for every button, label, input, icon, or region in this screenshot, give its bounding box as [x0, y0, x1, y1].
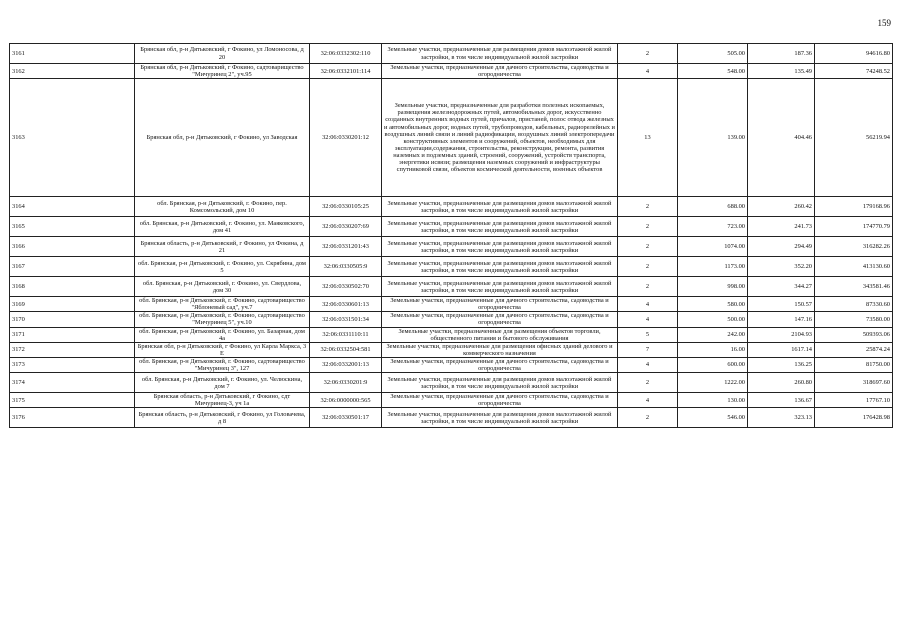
address-cell: Брянская область, р-н Дятьковский, г Фокино, ул Фокина, д 21: [135, 237, 310, 257]
cadastral-number-cell: 32:06:0332504:581: [310, 342, 382, 357]
specific-value-cell: 404.46: [748, 79, 815, 197]
specific-value-cell: 323.13: [748, 408, 815, 428]
cadastral-number-cell: 32:06:0000000:565: [310, 393, 382, 408]
table-row: [10, 44, 893, 64]
address-cell: обл. Брянская, р-н Дятьковский, г. Фокино, ул. Скрябина, дом 5: [135, 257, 310, 277]
table-row: [10, 64, 893, 79]
row-number: 3174: [10, 373, 135, 393]
category-cell: 2: [618, 257, 678, 277]
address-cell: Брянская обл, р-н Дятьковский, г Фокино, садтоварищество "Мичуринец 2", уч.95: [135, 64, 310, 79]
specific-value-cell: 136.25: [748, 357, 815, 372]
category-cell: 4: [618, 297, 678, 312]
row-number: 3173: [10, 357, 135, 372]
specific-value-cell: 2104.93: [748, 327, 815, 342]
row-number: 3175: [10, 393, 135, 408]
specific-value-cell: 260.80: [748, 373, 815, 393]
land-use-cell: Земельные участки, предназначенные для дачного строительства, садоводства и огородничества: [382, 297, 618, 312]
address-cell: Брянская область, р-н Дятьковский, г Фокино, сдт Мичуринец-3, уч 1а: [135, 393, 310, 408]
address-cell: обл. Брянская, р-н Дятьковский, г. Фокино, ул. Челюскина, дом 7: [135, 373, 310, 393]
cadastral-value-cell: 87330.60: [815, 297, 893, 312]
category-cell: 4: [618, 64, 678, 79]
table-row: [10, 342, 893, 357]
row-number: 3176: [10, 408, 135, 428]
cadastral-number-cell: 32:06:0332302:110: [310, 44, 382, 64]
cadastral-number-cell: 32:06:0330105:25: [310, 197, 382, 217]
cadastral-value-cell: 81750.00: [815, 357, 893, 372]
land-use-cell: Земельные участки, предназначенные для размещения домов малоэтажной жилой застройки, в том числе индивидуальной жилой застройки: [382, 373, 618, 393]
land-use-cell: Земельные участки, предназначенные для размещения объектов торговли, общественного питания и бытового обслуживания: [382, 327, 618, 342]
cadastral-number-cell: 32:06:0330502:70: [310, 277, 382, 297]
land-use-cell: Земельные участки, предназначенные для размещения домов малоэтажной жилой застройки, в том числе индивидуальной жилой застройки: [382, 277, 618, 297]
category-cell: 4: [618, 357, 678, 372]
row-number: 3169: [10, 297, 135, 312]
cadastral-value-cell: 509393.06: [815, 327, 893, 342]
area-cell: 139.00: [678, 79, 748, 197]
cadastral-number-cell: 32:06:0330201:12: [310, 79, 382, 197]
category-cell: 2: [618, 277, 678, 297]
category-cell: 2: [618, 373, 678, 393]
land-registry-table: [9, 43, 893, 428]
cadastral-number-cell: 32:06:0330201:9: [310, 373, 382, 393]
cadastral-value-cell: 413130.60: [815, 257, 893, 277]
cadastral-value-cell: 318697.60: [815, 373, 893, 393]
row-number: 3170: [10, 312, 135, 327]
address-cell: обл. Брянская, р-н Дятьковский, г. Фокино, ул. Маяковского, дом 41: [135, 217, 310, 237]
land-use-cell: Земельные участки, предназначенные для размещения домов малоэтажной жилой застройки, в том числе индивидуальной жилой застройки: [382, 44, 618, 64]
land-use-cell: Земельные участки, предназначенные для дачного строительства, садоводства и огородничества: [382, 64, 618, 79]
row-number: 3168: [10, 277, 135, 297]
row-number: 3161: [10, 44, 135, 64]
table-row: [10, 408, 893, 428]
area-cell: 580.00: [678, 297, 748, 312]
table-row: [10, 297, 893, 312]
cadastral-value-cell: 179168.96: [815, 197, 893, 217]
cadastral-value-cell: 343581.46: [815, 277, 893, 297]
row-number: 3163: [10, 79, 135, 197]
table-row: [10, 217, 893, 237]
address-cell: обл. Брянская, р-н Дятьковский, г. Фокино, ул. Свердлова, дом 30: [135, 277, 310, 297]
table-row: [10, 197, 893, 217]
specific-value-cell: 147.16: [748, 312, 815, 327]
cadastral-value-cell: 73580.00: [815, 312, 893, 327]
table-row: [10, 327, 893, 342]
table-row: [10, 312, 893, 327]
address-cell: Брянская обл, р-н Дятьковский, г Фокино, ул Карла Маркса, 3 Е: [135, 342, 310, 357]
area-cell: 600.00: [678, 357, 748, 372]
address-cell: обл. Брянская, р-н Дятьковский, г. Фокино, ул. Базарная, дом 4а: [135, 327, 310, 342]
area-cell: 546.00: [678, 408, 748, 428]
area-cell: 998.00: [678, 277, 748, 297]
row-number: 3164: [10, 197, 135, 217]
land-use-cell: Земельные участки, предназначенные для размещения домов малоэтажной жилой застройки, в том числе индивидуальной жилой застройки: [382, 237, 618, 257]
area-cell: 1222.00: [678, 373, 748, 393]
cadastral-value-cell: 56219.94: [815, 79, 893, 197]
cadastral-number-cell: 32:06:0331110:11: [310, 327, 382, 342]
area-cell: 242.00: [678, 327, 748, 342]
area-cell: 723.00: [678, 217, 748, 237]
cadastral-number-cell: 32:06:0330601:13: [310, 297, 382, 312]
cadastral-number-cell: 32:06:0330207:69: [310, 217, 382, 237]
land-use-cell: Земельные участки, предназначенные для размещения офисных зданий делового и коммерческого назначения: [382, 342, 618, 357]
land-use-cell: Земельные участки, предназначенные для дачного строительства, садоводства и огородничества: [382, 393, 618, 408]
table-row: [10, 373, 893, 393]
specific-value-cell: 352.20: [748, 257, 815, 277]
cadastral-number-cell: 32:06:0332101:114: [310, 64, 382, 79]
specific-value-cell: 135.49: [748, 64, 815, 79]
category-cell: 5: [618, 327, 678, 342]
category-cell: 2: [618, 408, 678, 428]
row-number: 3165: [10, 217, 135, 237]
address-cell: обл. Брянская, р-н Дятьковский, г. Фокино, садтоварищество "Мичуринец 5", уч.10: [135, 312, 310, 327]
specific-value-cell: 241.73: [748, 217, 815, 237]
area-cell: 505.00: [678, 44, 748, 64]
specific-value-cell: 150.57: [748, 297, 815, 312]
category-cell: 7: [618, 342, 678, 357]
category-cell: 4: [618, 393, 678, 408]
category-cell: 2: [618, 197, 678, 217]
area-cell: 16.00: [678, 342, 748, 357]
cadastral-value-cell: 316282.26: [815, 237, 893, 257]
specific-value-cell: 187.36: [748, 44, 815, 64]
table-row: [10, 237, 893, 257]
cadastral-value-cell: 74248.52: [815, 64, 893, 79]
cadastral-number-cell: 32:06:0331501:34: [310, 312, 382, 327]
area-cell: 1173.00: [678, 257, 748, 277]
table-row: [10, 257, 893, 277]
address-cell: обл. Брянская, р-н Дятьковский, г. Фокино, пер. Комсомольский, дом 10: [135, 197, 310, 217]
category-cell: 13: [618, 79, 678, 197]
cadastral-number-cell: 32:06:0332001:13: [310, 357, 382, 372]
specific-value-cell: 294.49: [748, 237, 815, 257]
category-cell: 4: [618, 312, 678, 327]
land-use-cell: Земельные участки, предназначенные для дачного строительства, садоводства и огородничества: [382, 357, 618, 372]
land-use-cell: Земельные участки, предназначенные для размещения домов малоэтажной жилой застройки, в том числе индивидуальной жилой застройки: [382, 408, 618, 428]
cadastral-value-cell: 174770.79: [815, 217, 893, 237]
land-use-cell: Земельные участки, предназначенные для размещения домов малоэтажной жилой застройки, в том числе индивидуальной жилой застройки: [382, 197, 618, 217]
row-number: 3167: [10, 257, 135, 277]
address-cell: Брянская область, р-н Дятьковский, г Фокино, ул Головачева, д 8: [135, 408, 310, 428]
area-cell: 1074.00: [678, 237, 748, 257]
address-cell: Брянская обл, р-н Дятьковский, г Фокино, ул Ломоносова, д 20: [135, 44, 310, 64]
cadastral-number-cell: 32:06:0330501:17: [310, 408, 382, 428]
land-use-cell: Земельные участки, предназначенные для дачного строительства, садоводства и огородничества: [382, 312, 618, 327]
table-row: [10, 79, 893, 197]
cadastral-value-cell: 176428.98: [815, 408, 893, 428]
area-cell: 500.00: [678, 312, 748, 327]
specific-value-cell: 344.27: [748, 277, 815, 297]
row-number: 3171: [10, 327, 135, 342]
cadastral-number-cell: 32:06:0331201:43: [310, 237, 382, 257]
category-cell: 2: [618, 237, 678, 257]
table-row: [10, 357, 893, 372]
land-use-cell: Земельные участки, предназначенные для размещения домов малоэтажной жилой застройки, в том числе индивидуальной жилой застройки: [382, 217, 618, 237]
page-number: 159: [877, 18, 891, 28]
cadastral-value-cell: 17767.10: [815, 393, 893, 408]
address-cell: обл. Брянская, р-н Дятьковский, г. Фокино, садтоварищество "Мичуринец 3", 127: [135, 357, 310, 372]
specific-value-cell: 1617.14: [748, 342, 815, 357]
address-cell: Брянская обл, р-н Дятьковский, г Фокино, ул Заводская: [135, 79, 310, 197]
cadastral-value-cell: 25874.24: [815, 342, 893, 357]
row-number: 3166: [10, 237, 135, 257]
area-cell: 130.00: [678, 393, 748, 408]
specific-value-cell: 260.42: [748, 197, 815, 217]
table-row: [10, 393, 893, 408]
land-use-cell: Земельные участки, предназначенные для размещения домов малоэтажной жилой застройки, в том числе индивидуальной жилой застройки: [382, 257, 618, 277]
area-cell: 688.00: [678, 197, 748, 217]
cadastral-value-cell: 94616.80: [815, 44, 893, 64]
category-cell: 2: [618, 217, 678, 237]
row-number: 3172: [10, 342, 135, 357]
land-use-cell: Земельные участки, предназначенные для разработки полезных ископаемых, размещения железнодорожных путей, автомобильных дорог, искусственно созданных внутренних водных путей, причалов, пристаней, полос отвода железных и автомобильных дорог, водных путей, трубопроводов, кабельных, радиорелейных и воздушных линий связи и линий радиофикации, воздушных линий электропередачи конструктивных элементов и сооружений, объектов, необходимых для эксплуатации,содержания, строительства, реконструкции, ремонта, развития наземных и подземных зданий, строений, сооружений, устройств транспорта, энергетики исвязи; размещения наземных сооружений и инфраструктуры спутниковой связи, объектов космической деятельности, военных объектов: [382, 79, 618, 197]
area-cell: 548.00: [678, 64, 748, 79]
cadastral-number-cell: 32:06:0330505:9: [310, 257, 382, 277]
row-number: 3162: [10, 64, 135, 79]
address-cell: обл. Брянская, р-н Дятьковский, г. Фокино, садтоварищество "Яблоневый сад", уч.7: [135, 297, 310, 312]
table-row: [10, 277, 893, 297]
category-cell: 2: [618, 44, 678, 64]
specific-value-cell: 136.67: [748, 393, 815, 408]
